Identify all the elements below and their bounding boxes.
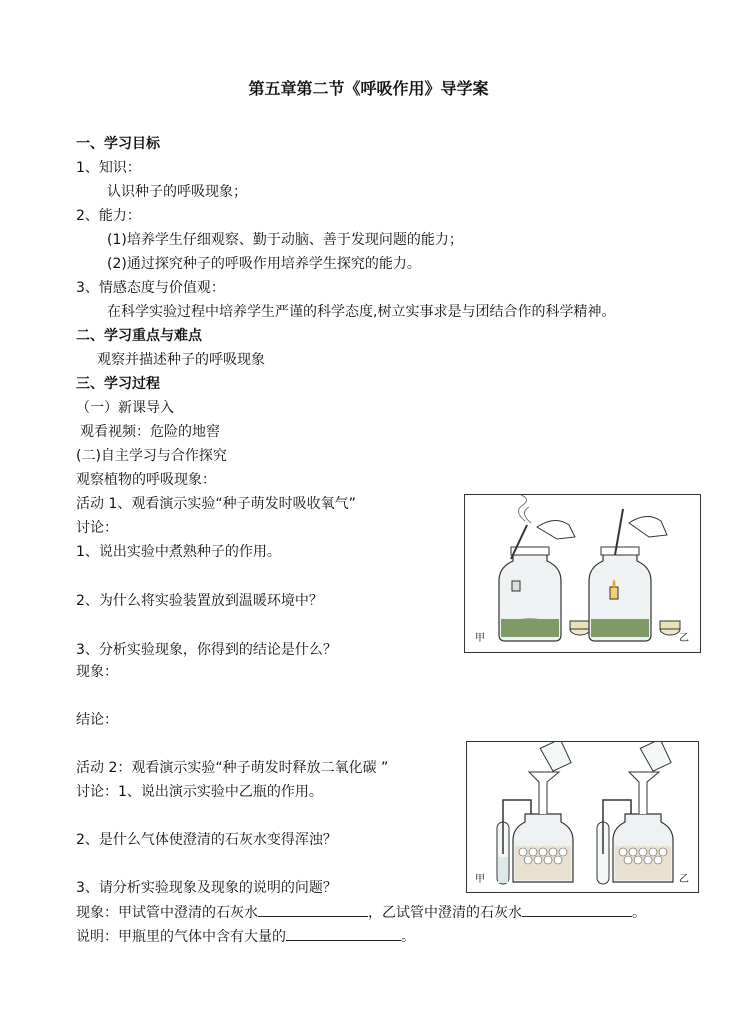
activity2-question-1: 讨论：1、说出演示实验中乙瓶的作用。 bbox=[76, 784, 323, 800]
section1-heading: 一、学习目标 bbox=[76, 136, 160, 152]
question-1: 1、说出实验中煮熟种子的作用。 bbox=[76, 544, 281, 560]
observation-text-b: ，乙试管中澄清的石灰水 bbox=[368, 905, 522, 921]
activity2-question-2: 2、是什么气体使澄清的石灰水变得浑浊？ bbox=[76, 832, 337, 848]
phenomenon-label: 现象： bbox=[76, 664, 118, 680]
figure1-label-yi: 乙 bbox=[679, 633, 689, 644]
activity1-title: 活动 1、观看演示实验“种子萌发时吸收氧气” bbox=[76, 496, 356, 512]
figure2-label-yi: 乙 bbox=[679, 874, 689, 885]
ability-label: 2、能力： bbox=[76, 208, 141, 224]
emotion-label: 3、情感态度与价值观： bbox=[76, 280, 225, 296]
page-title: 第五章第二节《呼吸作用》导学案 bbox=[248, 79, 489, 98]
answer-blank-2[interactable] bbox=[522, 902, 632, 917]
section3-heading: 三、学习过程 bbox=[76, 376, 160, 392]
explanation-end: 。 bbox=[401, 929, 415, 945]
part2-heading: (二)自主学习与合作探究 bbox=[76, 448, 227, 464]
ability-item-1: (1)培养学生仔细观察、勤于动脑、善于发现问题的能力； bbox=[107, 232, 463, 248]
part1-heading: （一）新课导入 bbox=[76, 400, 174, 416]
section2-text: 观察并描述种子的呼吸现象 bbox=[97, 352, 265, 368]
answer-blank-3[interactable] bbox=[286, 926, 401, 941]
oxygen-experiment-figure bbox=[464, 494, 701, 653]
section2-heading: 二、学习重点与难点 bbox=[76, 328, 202, 344]
observation-text-a: 现象：甲试管中澄清的石灰水 bbox=[76, 905, 258, 921]
knowledge-label: 1、知识： bbox=[76, 160, 141, 176]
explanation-line bbox=[76, 926, 415, 947]
explanation-text: 说明：甲瓶里的气体中含有大量的 bbox=[76, 929, 286, 945]
knowledge-text: 认识种子的呼吸现象； bbox=[107, 184, 247, 200]
answer-blank-1[interactable] bbox=[258, 902, 368, 917]
question-2: 2、为什么将实验装置放到温暖环境中？ bbox=[76, 593, 323, 609]
observation-end: 。 bbox=[632, 905, 646, 921]
ability-item-2: (2)通过探究种子的呼吸作用培养学生探究的能力。 bbox=[107, 256, 421, 272]
oxygen-experiment-drawing bbox=[465, 495, 700, 652]
figure1-label-jia: 甲 bbox=[475, 633, 485, 644]
part2-text: 观察植物的呼吸现象： bbox=[76, 472, 216, 488]
co2-experiment-drawing bbox=[467, 742, 698, 892]
emotion-text: 在科学实验过程中培养学生严谨的科学态度,树立实事求是与团结合作的科学精神。 bbox=[107, 304, 616, 320]
discussion-label: 讨论： bbox=[76, 520, 118, 536]
conclusion-label: 结论： bbox=[76, 712, 118, 728]
observation-line bbox=[76, 902, 646, 923]
co2-experiment-figure bbox=[466, 741, 699, 893]
activity2-title: 活动 2：观看演示实验“种子萌发时释放二氧化碳 ” bbox=[76, 760, 389, 776]
activity2-question-3: 3、请分析实验现象及现象的说明的问题？ bbox=[76, 880, 337, 896]
question-3: 3、分析实验现象，你得到的结论是什么？ bbox=[76, 642, 337, 658]
figure2-label-jia: 甲 bbox=[475, 874, 485, 885]
part1-text: 观看视频：危险的地窖 bbox=[80, 424, 220, 440]
